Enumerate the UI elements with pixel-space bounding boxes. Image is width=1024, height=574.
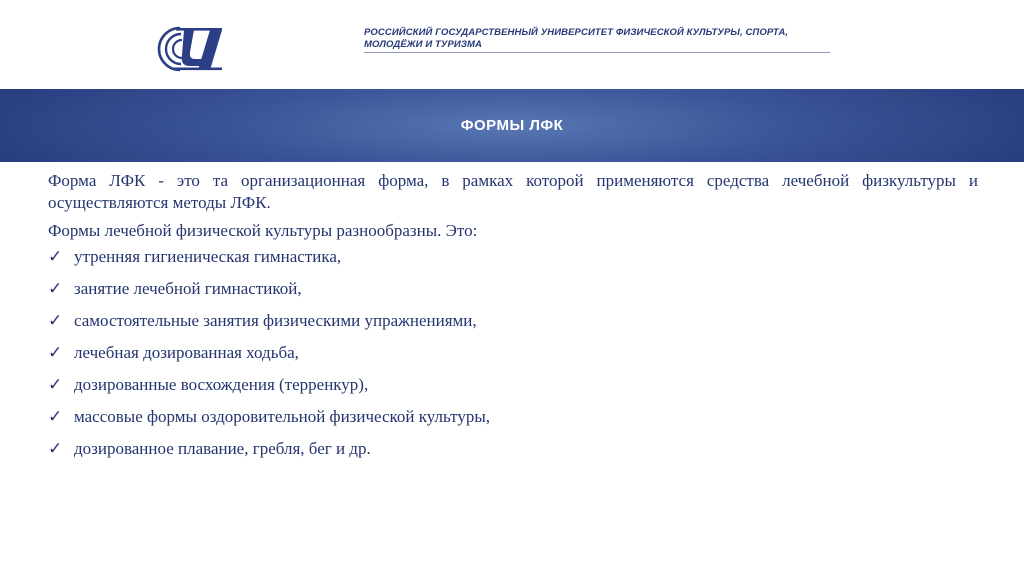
university-logo-icon [150, 22, 232, 74]
slide-content [48, 170, 978, 470]
list-item-text: массовые формы оздоровительной физической культуры, [74, 407, 491, 426]
forms-list [48, 246, 978, 470]
list-item [48, 374, 978, 406]
check-icon: ✓ [48, 247, 63, 266]
definition-paragraph: Форма ЛФК - это та организационная форма, в рамках которой применяются средства лечебной физкультуры и осуществляются методы ЛФК. [48, 171, 978, 212]
check-icon: ✓ [48, 439, 63, 458]
page-title: ФОРМЫ ЛФК [460, 117, 564, 134]
title-banner [0, 89, 1024, 162]
list-item [48, 278, 978, 310]
list-item-text: лечебная дозированная ходьба, [74, 343, 299, 362]
list-item-text: дозированное плавание, гребля, бег и др. [74, 439, 371, 458]
header-divider [364, 52, 830, 53]
list-item [48, 342, 978, 374]
list-item [48, 438, 978, 470]
list-item-text: занятие лечебной гимнастикой, [74, 279, 302, 298]
check-icon: ✓ [48, 279, 63, 298]
list-item-text: дозированные восхождения (терренкур), [74, 375, 369, 394]
list-item [48, 406, 978, 438]
list-item [48, 310, 978, 342]
list-item [48, 246, 978, 278]
intro-paragraph: Формы лечебной физической культуры разнообразны. Это: [48, 221, 478, 240]
organization-name-line2: МОЛОДЁЖИ И ТУРИЗМА [364, 39, 483, 50]
organization-name-line1: РОССИЙСКИЙ ГОСУДАРСТВЕННЫЙ УНИВЕРСИТЕТ ФИЗИЧЕСКОЙ КУЛЬТУРЫ, СПОРТА, [364, 27, 789, 38]
check-icon: ✓ [48, 343, 63, 362]
check-icon: ✓ [48, 407, 63, 426]
check-icon: ✓ [48, 311, 63, 330]
list-item-text: самостоятельные занятия физическими упражнениями, [74, 311, 477, 330]
organization-name [364, 27, 844, 51]
check-icon: ✓ [48, 375, 63, 394]
list-item-text: утренняя гигиеническая гимнастика, [74, 247, 342, 266]
